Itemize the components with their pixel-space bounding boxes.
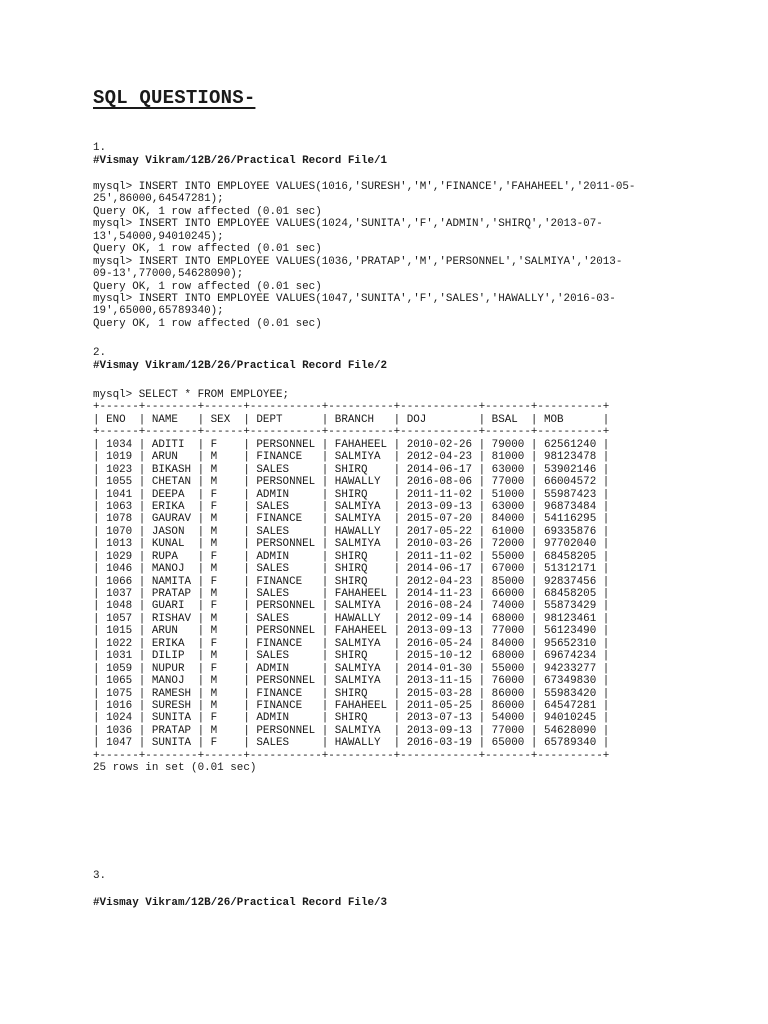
section-number-1: 1.	[93, 142, 107, 154]
text-line: | 1015 | ARUN | M | PERSONNEL | FAHAHEEL | 2013-09-13 | 77000 | 56123490 |	[93, 625, 610, 638]
text-line: | 1048 | GUARI | F | PERSONNEL | SALMIYA | 2016-08-24 | 74000 | 55873429 |	[93, 600, 610, 613]
text-line: | 1059 | NUPUR | F | ADMIN | SALMIYA | 2014-01-30 | 55000 | 94233277 |	[93, 662, 610, 675]
text-line: | 1041 | DEEPA | F | ADMIN | SHIRQ | 2011-11-02 | 51000 | 55987423 |	[93, 488, 610, 501]
text-line: | 1046 | MANOJ | M | SALES | SHIRQ | 2014-06-17 | 67000 | 51312171 |	[93, 563, 610, 576]
text-line: mysql> INSERT INTO EMPLOYEE VALUES(1016,'SURESH','M','FINANCE','FAHAHEEL','2011-05-	[93, 181, 636, 193]
text-line: | 1037 | PRATAP | M | SALES | FAHAHEEL | 2014-11-23 | 66000 | 68458205 |	[93, 588, 610, 600]
text-line: | ENO | NAME | SEX | DEPT | BRANCH | DOJ | BSAL | MOB |	[93, 413, 610, 426]
text-line: | 1029 | RUPA | F | ADMIN | SHIRQ | 2011-11-02 | 55000 | 68458205 |	[93, 550, 610, 563]
text-line: | 1075 | RAMESH | M | FINANCE | SHIRQ | 2015-03-28 | 86000 | 55983420 |	[93, 687, 610, 700]
text-line: mysql> SELECT * FROM EMPLOYEE;	[93, 389, 290, 401]
text-line: | 1036 | PRATAP | M | PERSONNEL | SALMIYA | 2013-09-13 | 77000 | 54628090 |	[93, 724, 610, 737]
text-line: 09-13',77000,54628090);	[93, 268, 244, 281]
text-line: Query OK, 1 row affected (0.01 sec)	[93, 205, 322, 218]
page-title: SQL QUESTIONS-	[93, 87, 256, 109]
text-line: | 1063 | ERIKA | F | SALES | SALMIYA | 2013-09-13 | 63000 | 96873484 |	[93, 500, 610, 513]
section-content-1	[93, 181, 635, 330]
text-line: mysql> INSERT INTO EMPLOYEE VALUES(1024,'SUNITA','F','ADMIN','SHIRQ','2013-07-	[93, 218, 603, 231]
text-line: 13',54000,94010245);	[93, 230, 224, 243]
text-line: | 1013 | KUNAL | M | PERSONNEL | SALMIYA | 2010-03-26 | 72000 | 97702040 |	[93, 538, 610, 551]
text-line: | 1024 | SUNITA | F | ADMIN | SHIRQ | 2013-07-13 | 54000 | 94010245 |	[93, 712, 610, 725]
text-line: | 1016 | SURESH | M | FINANCE | FAHAHEEL | 2011-05-25 | 86000 | 64547281 |	[93, 699, 610, 712]
text-line: | 1023 | BIKASH | M | SALES | SHIRQ | 2014-06-17 | 63000 | 53902146 |	[93, 463, 610, 476]
section-header-2: #Vismay Vikram/12B/26/Practical Record File/2	[93, 360, 388, 372]
section-number-2: 2.	[93, 347, 107, 359]
text-line: 25 rows in set (0.01 sec)	[93, 762, 257, 775]
text-line: | 1057 | RISHAV | M | SALES | HAWALLY | 2012-09-14 | 68000 | 98123461 |	[93, 612, 610, 625]
text-line: | 1066 | NAMITA | F | FINANCE | SHIRQ | 2012-04-23 | 85000 | 92837456 |	[93, 575, 610, 588]
text-line: 19',65000,65789340);	[93, 305, 224, 318]
text-line: | 1031 | DILIP | M | SALES | SHIRQ | 2015-10-12 | 68000 | 69674234 |	[93, 650, 610, 663]
text-line: | 1022 | ERIKA | F | FINANCE | SALMIYA | 2016-05-24 | 84000 | 95652310 |	[93, 637, 610, 650]
text-line: 25',86000,64547281);	[93, 193, 224, 206]
text-line: Query OK, 1 row affected (0.01 sec)	[93, 280, 322, 293]
text-line: mysql> INSERT INTO EMPLOYEE VALUES(1036,'PRATAP','M','PERSONNEL','SALMIYA','2013-	[93, 255, 623, 268]
text-line: mysql> INSERT INTO EMPLOYEE VALUES(1047,'SUNITA','F','SALES','HAWALLY','2016-03-	[93, 292, 616, 305]
text-line: | 1070 | JASON | M | SALES | HAWALLY | 2017-05-22 | 61000 | 69335876 |	[93, 525, 610, 538]
text-line: | 1047 | SUNITA | F | SALES | HAWALLY | 2016-03-19 | 65000 | 65789340 |	[93, 737, 610, 750]
text-line: | 1055 | CHETAN | M | PERSONNEL | HAWALLY | 2016-08-06 | 77000 | 66004572 |	[93, 476, 610, 489]
text-line: | 1078 | GAURAV | M | FINANCE | SALMIYA | 2015-07-20 | 84000 | 54116295 |	[93, 513, 610, 526]
section-number-3: 3.	[93, 870, 107, 882]
section-header-3: #Vismay Vikram/12B/26/Practical Record File/3	[93, 897, 388, 909]
text-line: | 1034 | ADITI | F | PERSONNEL | FAHAHEEL | 2010-02-26 | 79000 | 62561240 |	[93, 438, 610, 451]
text-line: +------+--------+------+-----------+----------+------------+-------+----------+	[93, 401, 610, 414]
text-line: | 1065 | MANOJ | M | PERSONNEL | SALMIYA | 2013-11-15 | 76000 | 67349830 |	[93, 675, 610, 688]
text-line: | 1019 | ARUN | M | FINANCE | SALMIYA | 2012-04-23 | 81000 | 98123478 |	[93, 451, 610, 464]
text-line: Query OK, 1 row affected (0.01 sec)	[93, 243, 322, 256]
text-line: +------+--------+------+-----------+----------+------------+-------+----------+	[93, 749, 610, 762]
text-line: Query OK, 1 row affected (0.01 sec)	[93, 317, 322, 330]
section-content-2	[93, 389, 609, 775]
section-header-1: #Vismay Vikram/12B/26/Practical Record File/1	[93, 155, 388, 167]
text-line: +------+--------+------+-----------+----------+------------+-------+----------+	[93, 426, 610, 439]
